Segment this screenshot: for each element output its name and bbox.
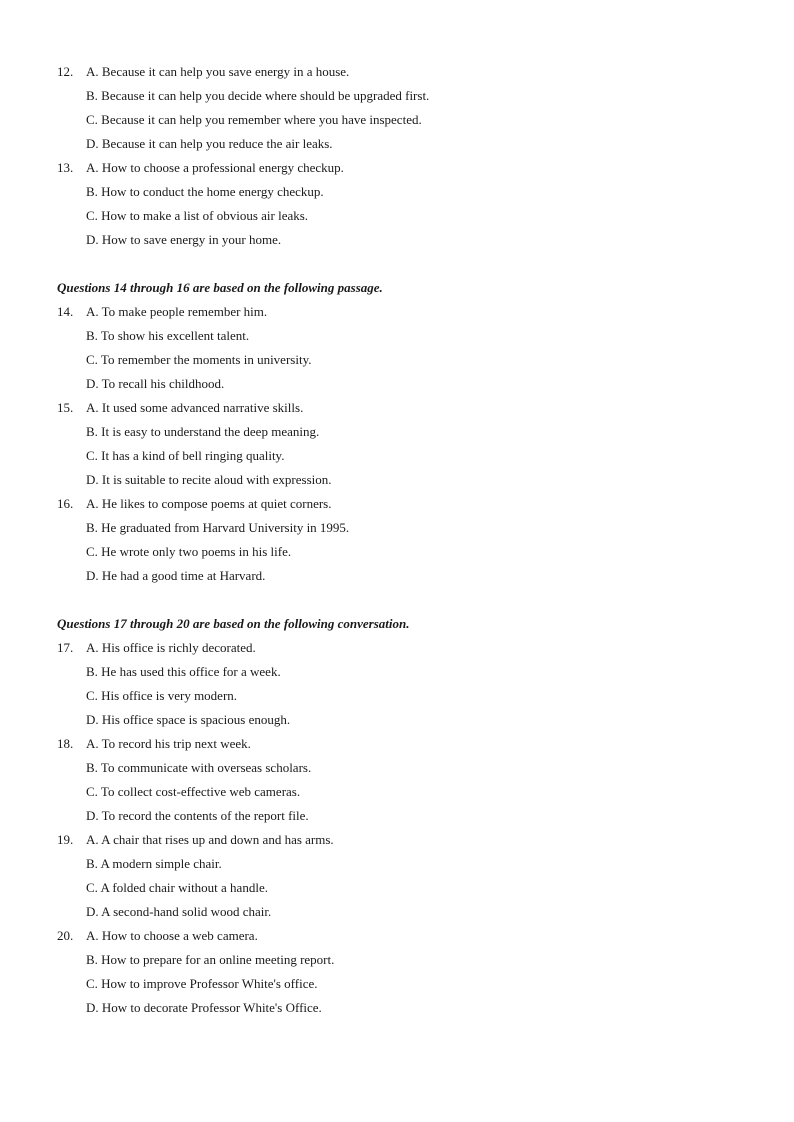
question-number: 20. — [57, 928, 74, 943]
option-a: A. A chair that rises up and down and has arms. — [86, 832, 334, 847]
option-c: C. Because it can help you remember where you have inspected. — [86, 112, 422, 127]
option-d: D. His office space is spacious enough. — [86, 712, 291, 727]
question — [0, 636, 794, 732]
question-number: 14. — [57, 304, 74, 319]
option-b: B. How to prepare for an online meeting report. — [86, 952, 335, 967]
option-b: B. To show his excellent talent. — [86, 328, 250, 343]
section-heading: Questions 14 through 16 are based on the following passage. — [57, 280, 383, 295]
question — [0, 492, 794, 588]
option-d: D. How to save energy in your home. — [86, 232, 282, 247]
option-d: D. To recall his childhood. — [86, 376, 225, 391]
question-number: 12. — [57, 64, 74, 79]
option-a: A. To make people remember him. — [86, 304, 268, 319]
question — [0, 828, 794, 924]
option-a: A. It used some advanced narrative skills. — [86, 400, 304, 415]
question-number: 13. — [57, 160, 74, 175]
option-d: D. A second-hand solid wood chair. — [86, 904, 272, 919]
option-b: B. How to conduct the home energy checkup. — [86, 184, 324, 199]
question — [0, 60, 794, 156]
option-b: B. To communicate with overseas scholars. — [86, 760, 312, 775]
section-gap — [0, 252, 794, 276]
option-c: C. His office is very modern. — [86, 688, 238, 703]
question — [0, 732, 794, 828]
question-number: 17. — [57, 640, 74, 655]
exam-page — [0, 60, 794, 1020]
question — [0, 396, 794, 492]
option-d: D. Because it can help you reduce the air leaks. — [86, 136, 333, 151]
option-b: B. He graduated from Harvard University in 1995. — [86, 520, 350, 535]
option-c: C. A folded chair without a handle. — [86, 880, 268, 895]
question-number: 19. — [57, 832, 74, 847]
question — [0, 300, 794, 396]
question-number: 15. — [57, 400, 74, 415]
question-number: 18. — [57, 736, 74, 751]
option-c: C. How to improve Professor White's office. — [86, 976, 318, 991]
section — [0, 612, 794, 1020]
option-b: B. He has used this office for a week. — [86, 664, 281, 679]
option-c: C. It has a kind of bell ringing quality. — [86, 448, 285, 463]
option-b: B. A modern simple chair. — [86, 856, 222, 871]
option-c: C. To collect cost-effective web cameras. — [86, 784, 301, 799]
section-gap — [0, 588, 794, 612]
option-a: A. How to choose a professional energy checkup. — [86, 160, 344, 175]
option-d: D. To record the contents of the report file. — [86, 808, 309, 823]
option-b: B. Because it can help you decide where should be upgraded first. — [86, 88, 430, 103]
question — [0, 924, 794, 1020]
option-b: B. It is easy to understand the deep meaning. — [86, 424, 320, 439]
option-c: C. To remember the moments in university. — [86, 352, 312, 367]
option-c: C. How to make a list of obvious air leaks. — [86, 208, 309, 223]
option-a: A. To record his trip next week. — [86, 736, 251, 751]
option-d: D. He had a good time at Harvard. — [86, 568, 266, 583]
option-a: A. He likes to compose poems at quiet corners. — [86, 496, 332, 511]
option-a: A. How to choose a web camera. — [86, 928, 258, 943]
section — [0, 276, 794, 588]
option-a: A. His office is richly decorated. — [86, 640, 256, 655]
question-number: 16. — [57, 496, 74, 511]
question — [0, 156, 794, 252]
option-c: C. He wrote only two poems in his life. — [86, 544, 292, 559]
option-d: D. How to decorate Professor White's Office. — [86, 1000, 322, 1015]
option-a: A. Because it can help you save energy in a house. — [86, 64, 350, 79]
section — [0, 60, 794, 252]
section-heading: Questions 17 through 20 are based on the following conversation. — [57, 616, 410, 631]
option-d: D. It is suitable to recite aloud with expression. — [86, 472, 332, 487]
